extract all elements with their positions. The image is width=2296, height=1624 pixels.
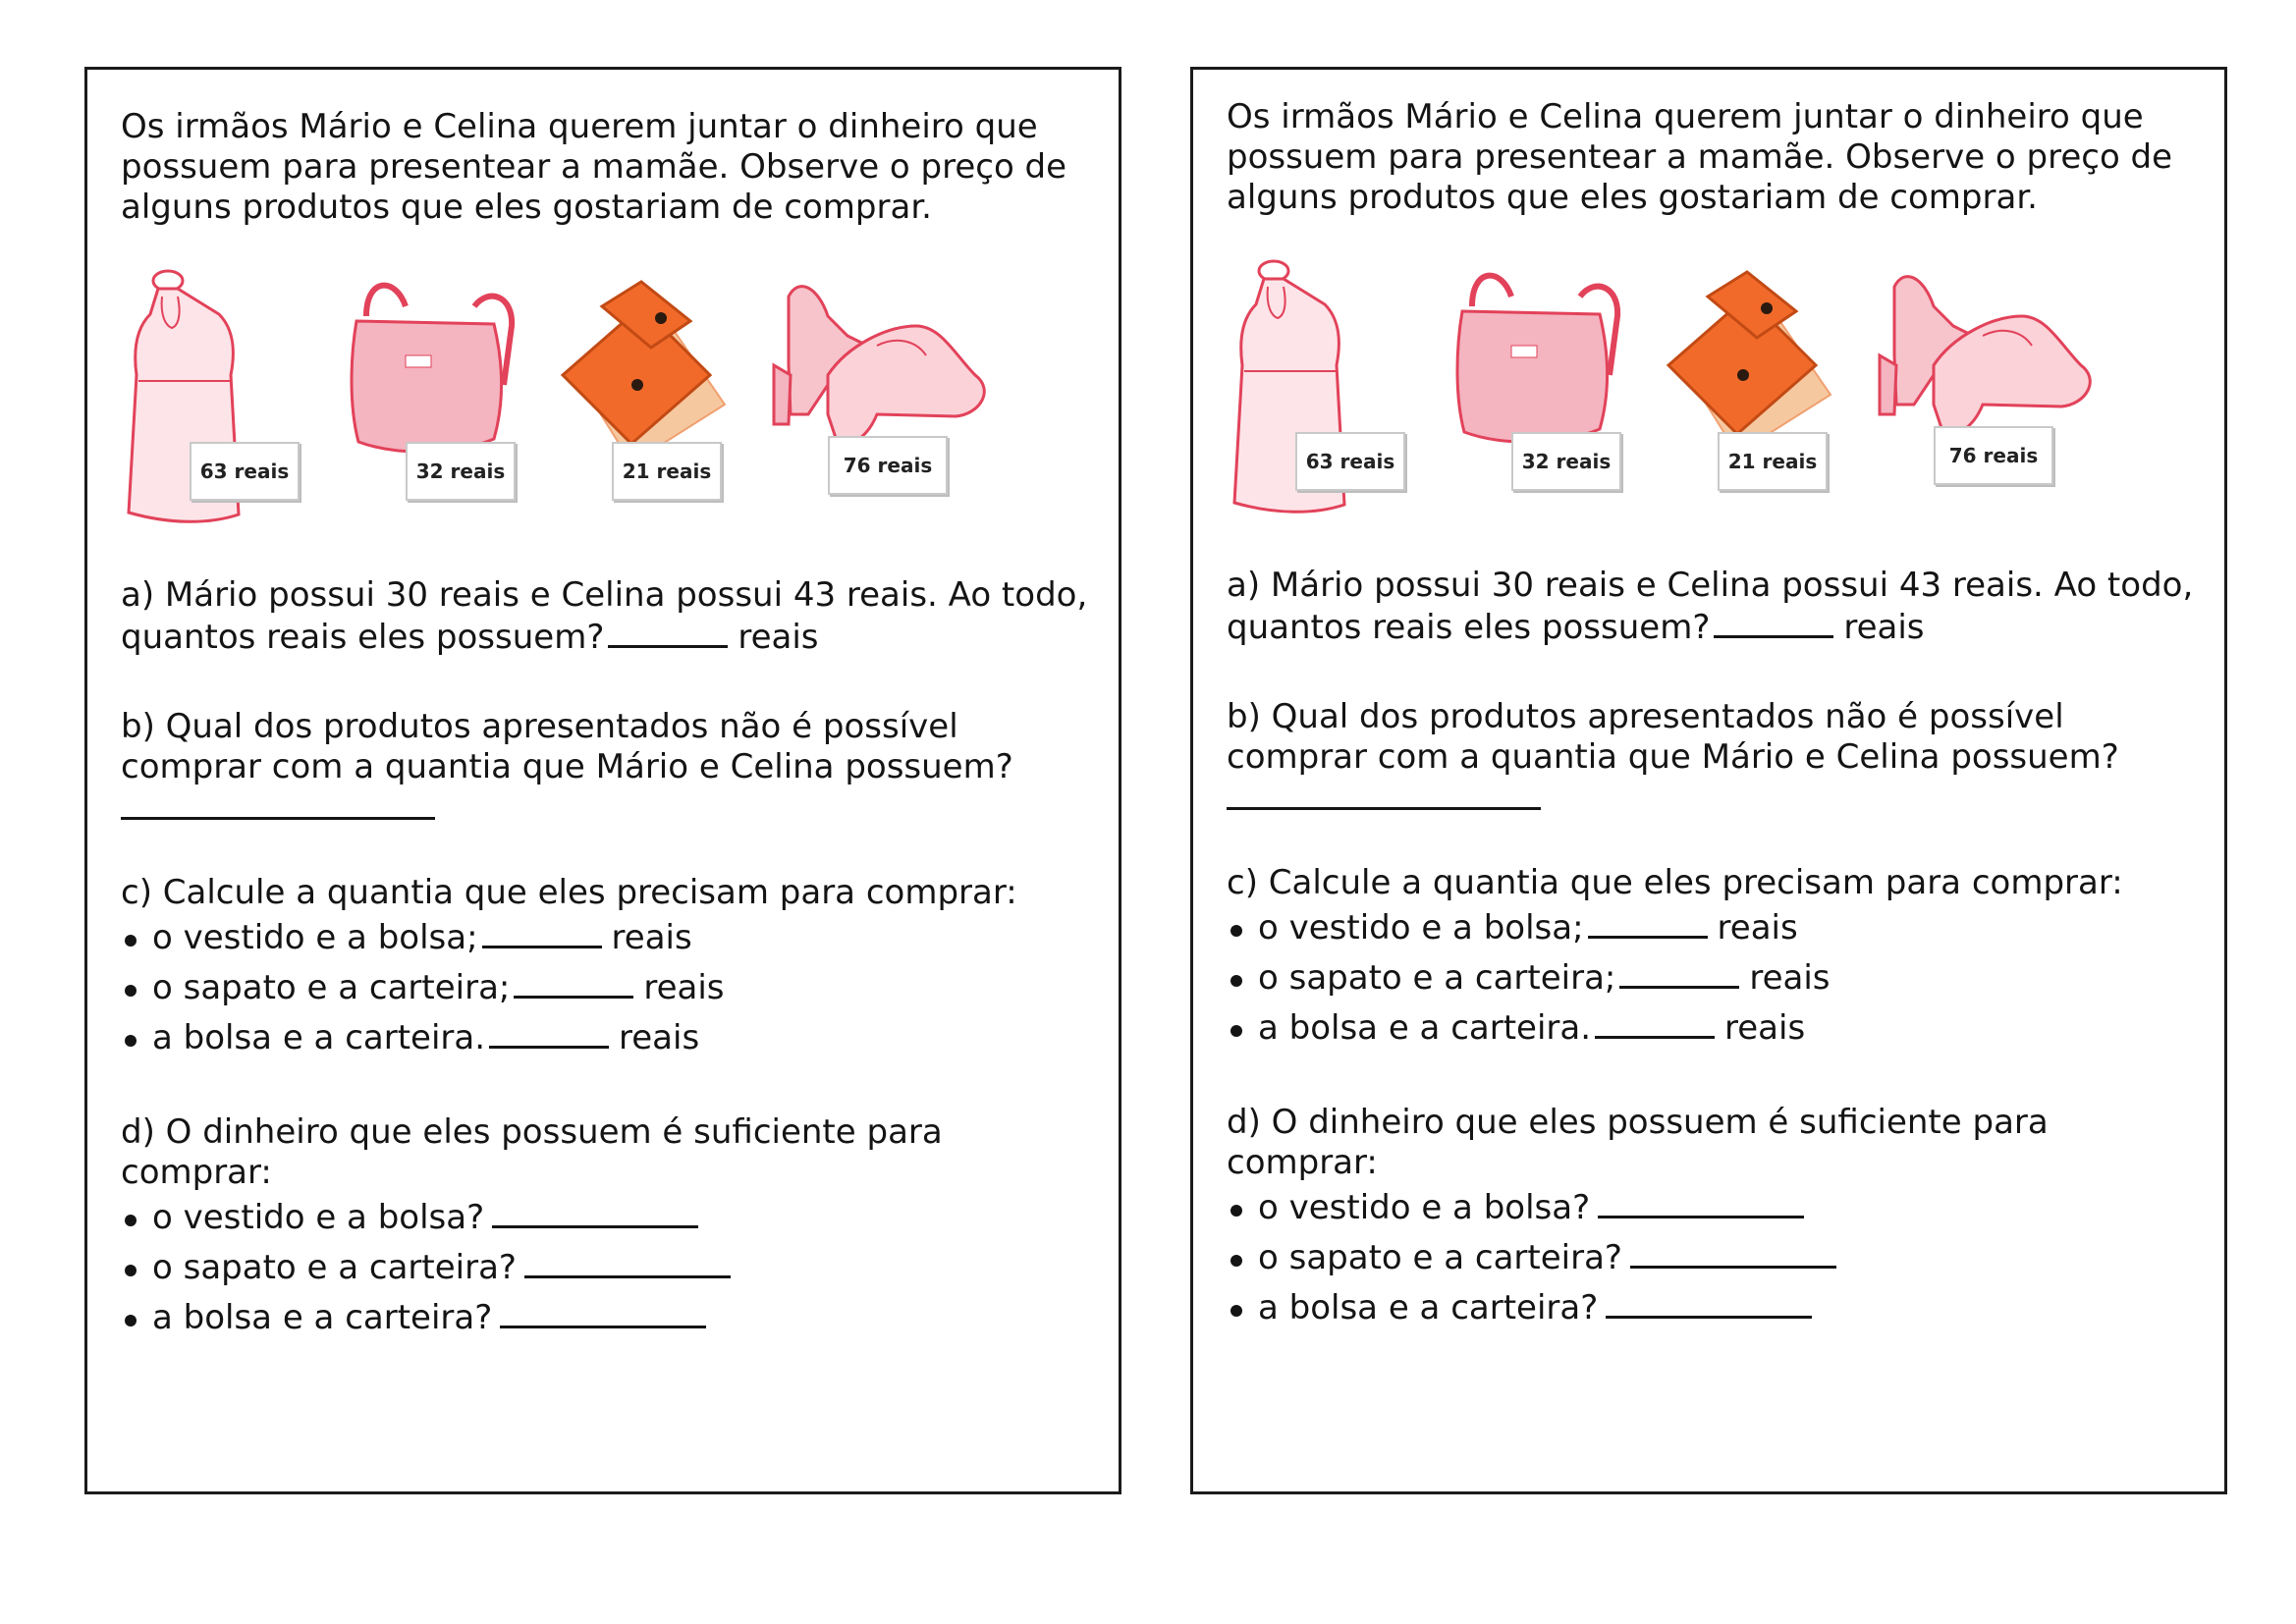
- product-dress: [1227, 257, 1413, 516]
- list-item: [1227, 1233, 2209, 1283]
- intro-text: Os irmãos Mário e Celina querem juntar o dinheiro que possuem para presentear a mamãe. Observe o preço de alguns produtos que eles gostariam de comprar.: [1227, 97, 2173, 217]
- list-item: [121, 913, 1103, 963]
- worksheet-left: [84, 67, 1121, 1494]
- product-shoes: [1875, 257, 2101, 516]
- question-d: [121, 1112, 1103, 1343]
- product-shoes: [769, 267, 995, 526]
- product-wallet: [1659, 257, 1835, 516]
- answer-blank[interactable]: [524, 1246, 731, 1278]
- list-item: [1227, 953, 2209, 1003]
- question-d-list: [121, 1193, 1103, 1343]
- list-item: [121, 1243, 1103, 1293]
- unit-label: reais: [619, 1018, 700, 1057]
- question-a: [121, 575, 1103, 658]
- unit-label: reais: [1724, 1008, 1806, 1048]
- product-handbag: [347, 267, 523, 526]
- question-a-text: a) Mário possui 30 reais e Celina possui 43 reais. Ao todo, quantos reais eles possuem?: [1227, 566, 2194, 647]
- item-text: o vestido e a bolsa?: [152, 1198, 485, 1237]
- list-item: [121, 963, 1103, 1013]
- unit-label: reais: [1717, 908, 1798, 947]
- item-text: o vestido e a bolsa;: [152, 918, 478, 957]
- worksheet-right: [1190, 67, 2227, 1494]
- item-text: a bolsa e a carteira.: [152, 1018, 486, 1057]
- unit-label: reais: [738, 618, 819, 657]
- product-row: [121, 267, 1103, 526]
- answer-blank[interactable]: [1714, 606, 1833, 638]
- list-item: [1227, 1183, 2209, 1233]
- unit-label: reais: [1749, 958, 1831, 998]
- product-wallet: [553, 267, 730, 526]
- question-c-text: c) Calcule a quantia que eles precisam para comprar:: [121, 873, 1017, 912]
- intro-text: Os irmãos Mário e Celina querem juntar o dinheiro que possuem para presentear a mamãe. Observe o preço de alguns produtos que eles gostariam de comprar.: [121, 107, 1067, 227]
- question-d: [1227, 1103, 2209, 1333]
- question-b: [1227, 697, 2209, 810]
- item-text: o sapato e a carteira?: [1258, 1238, 1622, 1277]
- question-c-list: [121, 913, 1103, 1063]
- unit-label: reais: [643, 968, 725, 1007]
- question-c: [1227, 863, 2209, 1054]
- product-dress: [121, 267, 307, 526]
- price-tag: 21 reais: [612, 442, 722, 501]
- answer-blank[interactable]: [1598, 1186, 1804, 1218]
- product-handbag: [1452, 257, 1629, 516]
- question-c-text: c) Calcule a quantia que eles precisam para comprar:: [1227, 863, 2123, 902]
- answer-blank[interactable]: [608, 616, 728, 648]
- question-d-list: [1227, 1183, 2209, 1333]
- item-text: a bolsa e a carteira.: [1258, 1008, 1592, 1048]
- unit-label: reais: [1843, 608, 1925, 647]
- item-text: a bolsa e a carteira?: [152, 1298, 493, 1337]
- question-d-text: d) O dinheiro que eles possuem é suficiente para comprar:: [1227, 1103, 2049, 1182]
- product-row: [1227, 257, 2209, 516]
- list-item: [1227, 1283, 2209, 1333]
- answer-blank[interactable]: [1595, 1006, 1715, 1039]
- list-item: [1227, 903, 2209, 953]
- question-d-text: d) O dinheiro que eles possuem é suficiente para comprar:: [121, 1112, 943, 1192]
- question-c-list: [1227, 903, 2209, 1054]
- unit-label: reais: [611, 918, 692, 957]
- answer-blank[interactable]: [482, 916, 602, 948]
- question-c: [121, 873, 1103, 1063]
- item-text: a bolsa e a carteira?: [1258, 1288, 1599, 1327]
- item-text: o sapato e a carteira;: [152, 968, 511, 1007]
- question-b-text: b) Qual dos produtos apresentados não é possível comprar com a quantia que Mário e Celina possuem?: [121, 707, 1013, 786]
- price-tag: 32 reais: [1511, 432, 1621, 491]
- answer-blank[interactable]: [1588, 906, 1708, 939]
- answer-blank[interactable]: [500, 1296, 706, 1328]
- list-item: [121, 1013, 1103, 1063]
- price-tag: 32 reais: [406, 442, 516, 501]
- list-item: [121, 1293, 1103, 1343]
- question-a-text: a) Mário possui 30 reais e Celina possui 43 reais. Ao todo, quantos reais eles possuem?: [121, 575, 1088, 657]
- answer-line[interactable]: [1227, 784, 1541, 810]
- answer-blank[interactable]: [514, 966, 633, 999]
- item-text: o sapato e a carteira?: [152, 1248, 517, 1287]
- question-b: [121, 707, 1103, 820]
- answer-blank[interactable]: [1606, 1286, 1812, 1319]
- answer-blank[interactable]: [1630, 1236, 1836, 1269]
- question-b-text: b) Qual dos produtos apresentados não é possível comprar com a quantia que Mário e Celina possuem?: [1227, 697, 2119, 777]
- question-a: [1227, 566, 2209, 648]
- price-tag: 76 reais: [828, 436, 948, 495]
- price-tag: 63 reais: [190, 442, 300, 501]
- list-item: [1227, 1003, 2209, 1054]
- answer-blank[interactable]: [1619, 956, 1739, 989]
- item-text: o vestido e a bolsa;: [1258, 908, 1584, 947]
- answer-blank[interactable]: [489, 1016, 609, 1049]
- price-tag: 21 reais: [1718, 432, 1828, 491]
- list-item: [121, 1193, 1103, 1243]
- item-text: o vestido e a bolsa?: [1258, 1188, 1591, 1227]
- answer-line[interactable]: [121, 793, 435, 820]
- price-tag: 63 reais: [1295, 432, 1405, 491]
- item-text: o sapato e a carteira;: [1258, 958, 1616, 998]
- answer-blank[interactable]: [492, 1196, 698, 1228]
- price-tag: 76 reais: [1934, 426, 2053, 485]
